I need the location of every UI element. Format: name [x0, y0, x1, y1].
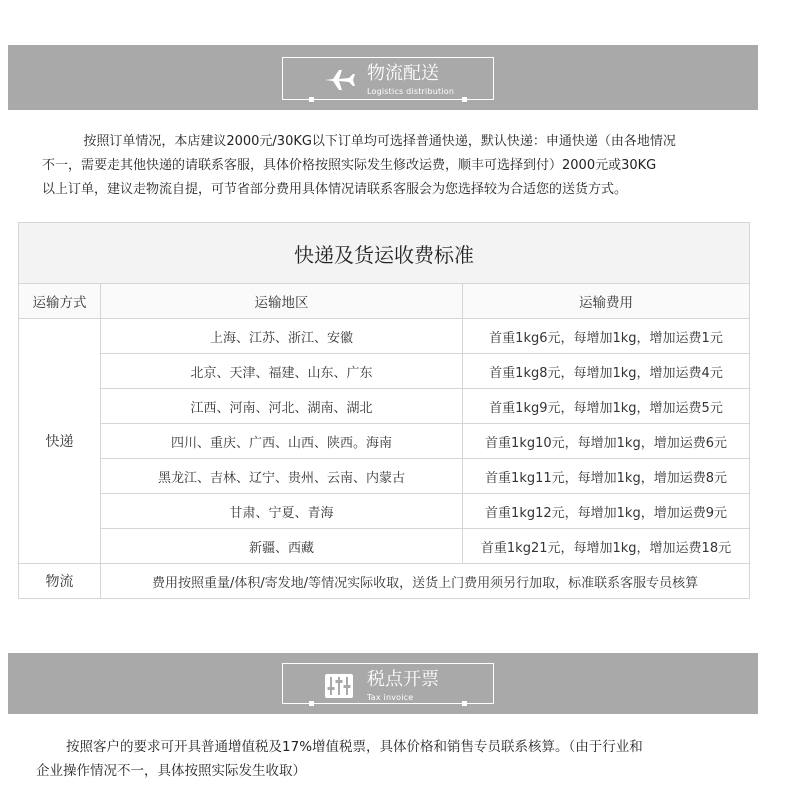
- paragraph-line: 企业操作情况不一，具体按照实际发生收取）: [36, 763, 306, 779]
- tax-banner-title: 税点开票: [367, 669, 439, 690]
- frame-corner-square: [309, 701, 314, 706]
- fee-cell: 首重1kg6元，每增加1kg，增加运费1元: [463, 319, 750, 354]
- tax-banner-frame: [282, 663, 494, 704]
- region-cell: 上海、江苏、浙江、安徽: [101, 319, 463, 354]
- freight-mode-cell: 物流: [19, 564, 101, 599]
- table-row: [19, 494, 750, 529]
- airplane-icon: [319, 64, 359, 94]
- paragraph-line: 不一，需要走其他快递的请联系客服，具体价格按照实际发生修改运费，顺丰可选择到付）2000元或30KG: [42, 158, 657, 173]
- table-row: [19, 529, 750, 564]
- express-mode-cell: 快递: [19, 319, 101, 564]
- region-cell: 黑龙江、吉林、辽宁、贵州、云南、内蒙古: [101, 459, 463, 494]
- table-row: [19, 459, 750, 494]
- frame-corner-square: [462, 701, 467, 706]
- logistics-banner-frame: [282, 57, 494, 100]
- shipping-rate-table: [18, 222, 750, 599]
- fee-cell: 首重1kg21元，每增加1kg，增加运费18元: [463, 529, 750, 564]
- table-row: [19, 424, 750, 459]
- region-cell: 北京、天津、福建、山东、广东: [101, 354, 463, 389]
- freight-note-cell: 费用按照重量/体积/寄发地/等情况实际收取，送货上门费用须另行加取，标准联系客服专员核算: [101, 564, 750, 599]
- paragraph-line: [42, 130, 742, 154]
- logistics-banner-subtitle: Logistics distribution: [367, 87, 455, 96]
- table-row: [19, 389, 750, 424]
- region-cell: 江西、河南、河北、湖南、湖北: [101, 389, 463, 424]
- tax-banner-subtitle: Tax invoice: [367, 693, 414, 702]
- fee-cell: 首重1kg11元，每增加1kg，增加运费8元: [463, 459, 750, 494]
- table-row: [19, 354, 750, 389]
- header-transport-mode: 运输方式: [19, 284, 101, 319]
- fee-cell: 首重1kg12元，每增加1kg，增加运费9元: [463, 494, 750, 529]
- logistics-banner-title: 物流配送: [367, 63, 439, 84]
- logistics-banner: [8, 45, 758, 110]
- table-row-freight: [19, 564, 750, 599]
- tax-paragraph: [36, 735, 736, 783]
- frame-corner-square: [462, 97, 467, 102]
- sliders-icon: [319, 670, 359, 700]
- table-row: [19, 319, 750, 354]
- region-cell: 新疆、西藏: [101, 529, 463, 564]
- logistics-paragraph: [42, 130, 742, 202]
- fee-cell: 首重1kg8元，每增加1kg，增加运费4元: [463, 354, 750, 389]
- fee-cell: 首重1kg10元，每增加1kg，增加运费6元: [463, 424, 750, 459]
- rate-table-caption: 快递及货运收费标准: [19, 223, 750, 284]
- region-cell: 甘肃、宁夏、青海: [101, 494, 463, 529]
- fee-cell: 首重1kg9元，每增加1kg，增加运费5元: [463, 389, 750, 424]
- region-cell: 四川、重庆、广西、山西、陕西。海南: [101, 424, 463, 459]
- paragraph-line-text: 按照客户的要求可开具普通增值税及17%增值税票，具体价格和销售专员联系核算。（由于行业和: [66, 739, 643, 755]
- tax-banner: [8, 653, 758, 714]
- paragraph-line: 以上订单，建议走物流自提，可节省部分费用具体情况请联系客服会为您选择较为合适您的送货方式。: [42, 182, 628, 197]
- paragraph-line-text: 按照订单情况，本店建议2000元/30KG以下订单均可选择普通快递，默认快递：申通快递（由各地情况: [83, 134, 676, 149]
- header-region: 运输地区: [101, 284, 463, 319]
- frame-corner-square: [309, 97, 314, 102]
- paragraph-line: [36, 735, 736, 759]
- header-fee: 运输费用: [463, 284, 750, 319]
